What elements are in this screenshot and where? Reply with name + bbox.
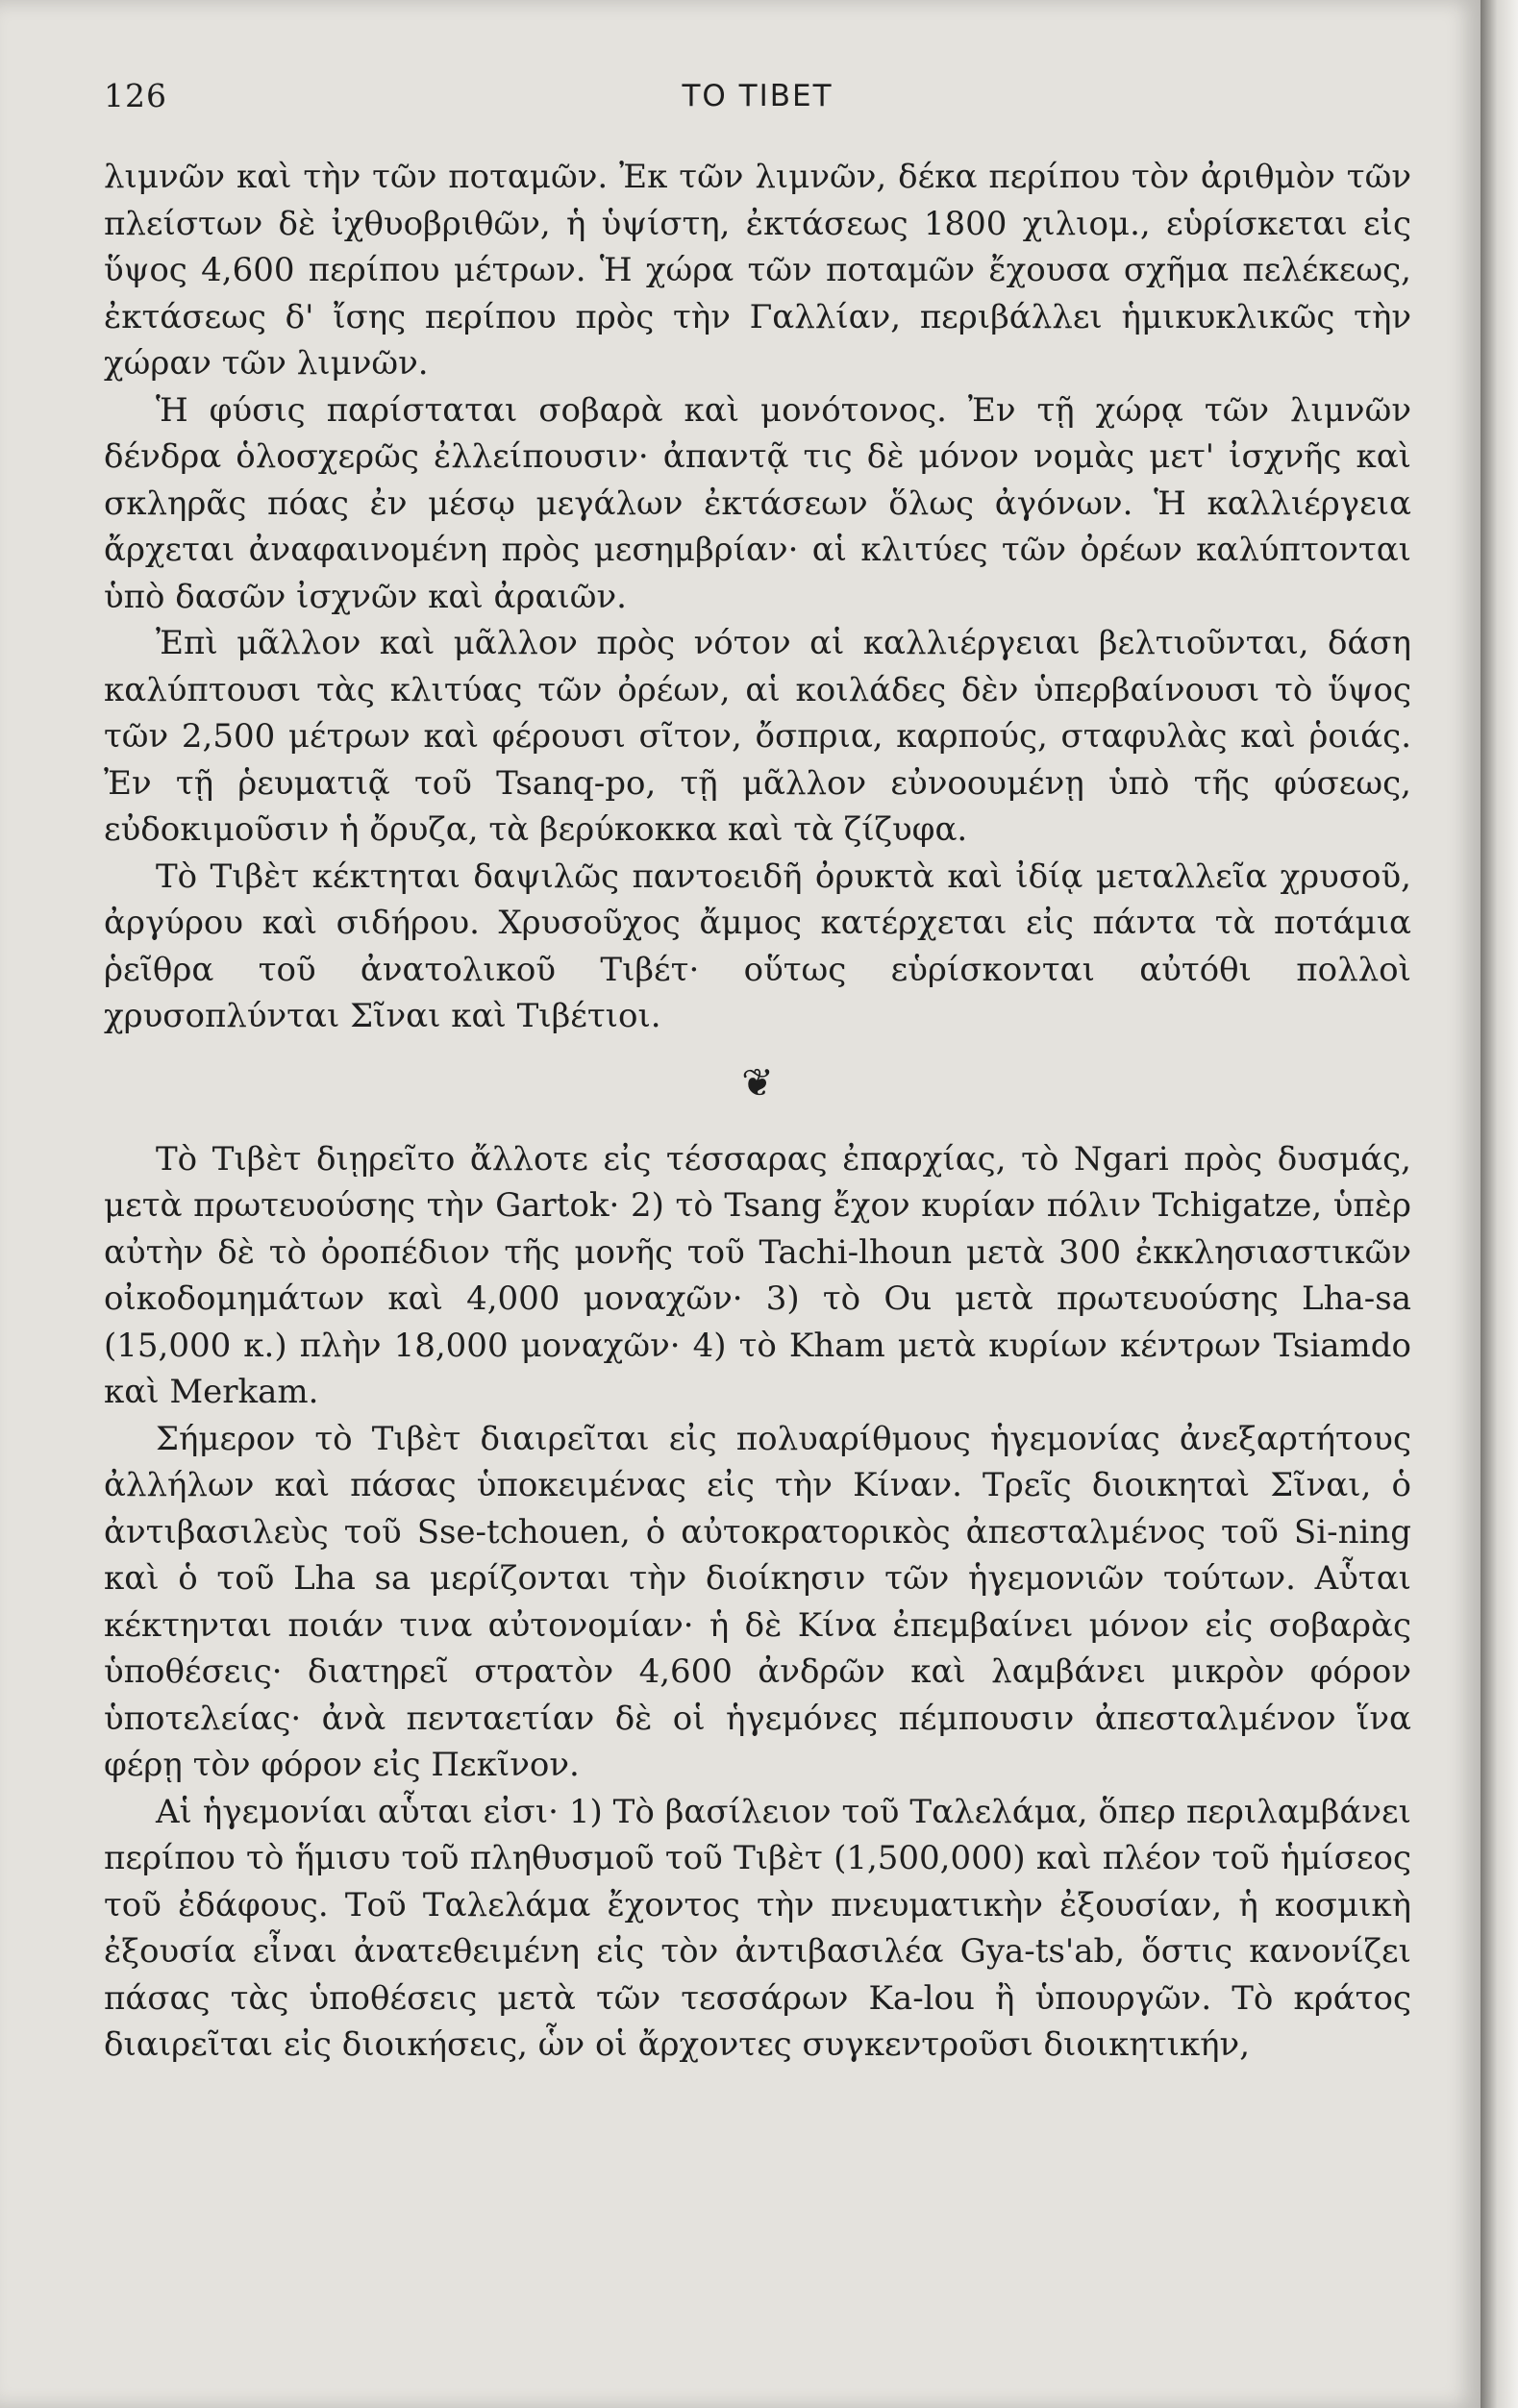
paragraph: Αἱ ἡγεμονίαι αὗται εἰσι· 1) Τὸ βασίλειον τοῦ Ταλελάμα, ὅπερ περιλαμβάνει περίπου τὸ ἥμισυ τοῦ πληθυσμοῦ τοῦ Τιβὲτ (1,500,000) καὶ πλέον τοῦ ἡμίσεος τοῦ ἐδάφους. Τοῦ Ταλελάμα ἔχοντος τὴν πνευματικὴν ἐξουσίαν, ἡ κοσμικὴ ἐξουσία εἶναι ἀνατεθειμένη εἰς τὸν ἀντιβασιλέα Gya-ts'ab, ὅστις κανονίζει πάσας τὰς ὑποθέσεις μετὰ τῶν τεσσάρων Ka-lou ἢ ὑπουργῶν. Τὸ κράτος διαιρεῖται εἰς διοικήσεις, ὧν οἱ ἄρχοντες συγκεντροῦσι διοικητικήν, xyxy=(104,1792,1411,2064)
page-header xyxy=(104,77,1411,125)
paragraph: Τὸ Τιβὲτ κέκτηται δαψιλῶς παντοειδῆ ὀρυκτὰ καὶ ἰδίᾳ μεταλλεῖα χρυσοῦ, ἀργύρου καὶ σιδήρου. Χρυσοῦχος ἄμμος κατέρχεται εἰς πάντα τὰ ποτάμια ῥεῖθρα τοῦ ἀνατολικοῦ Τιβέτ· οὕτως εὑρίσκονται αὐτόθι πολλοὶ χρυσοπλύνται Σῖναι καὶ Τιβέτιοι. xyxy=(104,856,1411,1035)
section-ornament-icon: ❦ xyxy=(741,1060,774,1105)
paragraph: Σήμερον τὸ Τιβὲτ διαιρεῖται εἰς πολυαρίθμους ἡγεμονίας ἀνεξαρτήτους ἀλλήλων καὶ πάσας ὑποκειμένας εἰς τὴν Κίναν. Τρεῖς διοικηταὶ Σῖναι, ὁ ἀντιβασιλεὺς τοῦ Sse-tchouen, ὁ αὐτοκρατορικὸς ἀπεσταλμένος τοῦ Si-ning καὶ ὁ τοῦ Lha sa μερίζονται τὴν διοίκησιν τῶν ἡγεμονιῶν τούτων. Αὗται κέκτηνται ποιάν τινα αὐτονομίαν· ἡ δὲ Κίνα ἐπεμβαίνει μόνον εἰς σοβαρὰς ὑποθέσεις· διατηρεῖ στρατὸν 4,600 ἀνδρῶν καὶ λαμβάνει μικρὸν φόρον ὑποτελείας· ἀνὰ πενταετίαν δὲ οἱ ἡγεμόνες πέμπουσιν ἀπεσταλμένον ἵνα φέρῃ τὸν φόρον εἰς Πεκῖνον. xyxy=(104,1419,1411,1784)
paragraph: λιμνῶν καὶ τὴν τῶν ποταμῶν. Ἐκ τῶν λιμνῶν, δέκα περίπου τὸν ἀριθμὸν τῶν πλείστων δὲ ἰχθυοβριθῶν, ἡ ὑψίστη, ἐκτάσεως 1800 χιλιομ., εὑρίσκεται εἰς ὕψος 4,600 περίπου μέτρων. Ἡ χώρα τῶν ποταμῶν ἔχουσα σχῆμα πελέκεως, ἐκτάσεως δ' ἴσης περίπου πρὸς τὴν Γαλλίαν, περιβάλλει ἡμικυκλικῶς τὴν χώραν τῶν λιμνῶν. xyxy=(104,158,1411,383)
paragraph: Τὸ Τιβὲτ διῃρεῖτο ἄλλοτε εἰς τέσσαρας ἐπαρχίας, τὸ Ngari πρὸς δυσμάς, μετὰ πρωτευούσης τὴν Gartok· 2) τὸ Tsang ἔχον κυρίαν πόλιν Tchigatze, ὑπὲρ αὐτὴν δὲ τὸ ὀροπέδιον τῆς μονῆς τοῦ Tachi-lhoun μετὰ 300 ἐκκλησιαστικῶν οἰκοδομημάτων καὶ 4,000 μοναχῶν· 3) τὸ Ou μετὰ πρωτευούσης Lha-sa (15,000 κ.) πλὴν 18,000 μοναχῶν· 4) τὸ Kham μετὰ κυρίων κέντρων Tsiamdo καὶ Merkam. xyxy=(104,1139,1411,1411)
page-number: 126 xyxy=(104,77,167,114)
paragraph: Ἐπὶ μᾶλλον καὶ μᾶλλον πρὸς νότον αἱ καλλιέργειαι βελτιοῦνται, δάση καλύπτουσι τὰς κλιτύας τῶν ὀρέων, αἱ κοιλάδες δὲν ὑπερβαίνουσι τὸ ὕψος τῶν 2,500 μέτρων καὶ φέρουσι σῖτον, ὄσπρια, καρπούς, σταφυλὰς καὶ ῥοιάς. Ἐν τῇ ῥευματιᾷ τοῦ Tsanq-po, τῇ μᾶλλον εὐνοουμένῃ ὑπὸ τῆς φύσεως, εὐδοκιμοῦσιν ἡ ὄρυζα, τὰ βερύκοκκα καὶ τὰ ζίζυφα. xyxy=(104,624,1411,849)
page-body xyxy=(104,154,1411,2069)
running-title: ΤΟ ΤΙΒΕΤ xyxy=(682,79,834,113)
page-edge-shadow xyxy=(1481,0,1518,2408)
paragraph: Ἡ φύσις παρίσταται σοβαρὰ καὶ μονότονος. Ἐν τῇ χώρᾳ τῶν λιμνῶν δένδρα ὁλοσχερῶς ἐλλείπουσιν· ἀπαντᾷ τις δὲ μόνον νομὰς μετ' ἰσχνῆς καὶ σκληρᾶς πόας ἐν μέσῳ μεγάλων ἐκτάσεων ὅλως ἀγόνων. Ἡ καλλιέργεια ἄρχεται ἀναφαινομένη πρὸς μεσημβρίαν· αἱ κλιτύες τῶν ὀρέων καλύπτονται ὑπὸ δασῶν ἰσχνῶν καὶ ἀραιῶν. xyxy=(104,390,1411,616)
